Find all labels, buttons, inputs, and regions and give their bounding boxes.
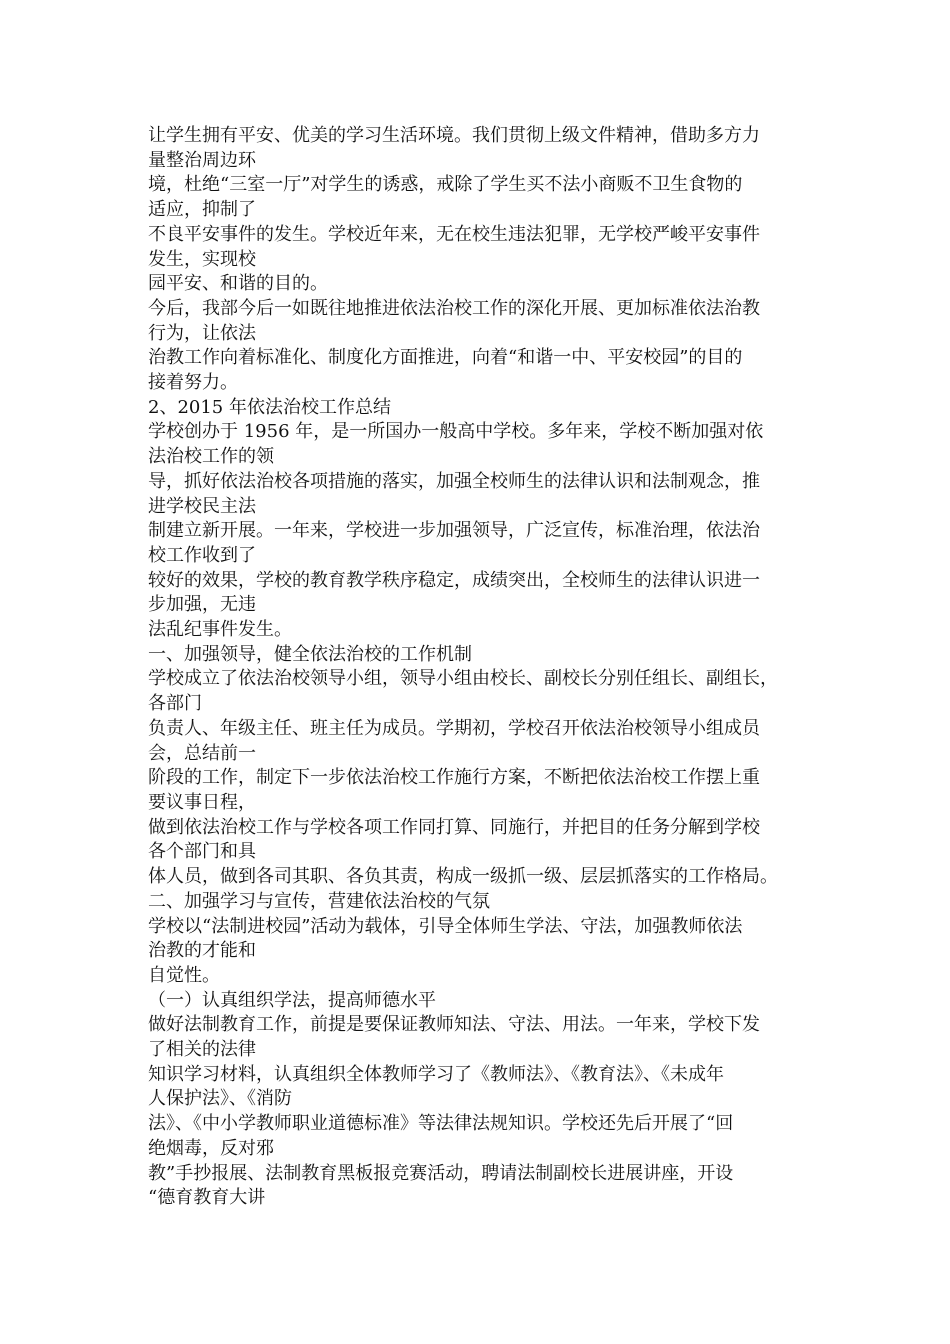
text-line: 校工作收到了 (148, 544, 256, 566)
text-line: 知识学习材料，认真组织全体教师学习了《教师法》、《教育法》、《未成年 (148, 1063, 724, 1085)
text-line: 接着努力。 (148, 372, 238, 394)
text-line: 一、加强领导，健全依法治校的工作机制 (148, 643, 472, 665)
text-line: 二、加强学习与宣传，营建依法治校的气氛 (148, 890, 490, 912)
text-line: 体人员，做到各司其职、各负其责，构成一级抓一级、层层抓落实的工作格局。 (148, 866, 778, 888)
text-line: 教”手抄报展、法制教育黑板报竞赛活动，聘请法制副校长进展讲座，开设 (148, 1162, 734, 1184)
text-line: 会，总结前一 (148, 742, 256, 764)
text-line: 制建立新开展。一年来，学校进一步加强领导，广泛宣传，标准治理，依法治 (148, 520, 760, 542)
text-line: 人保护法》、《消防 (148, 1088, 292, 1110)
text-line: 了相关的法律 (148, 1039, 256, 1061)
text-line: 导，抓好依法治校各项措施的落实，加强全校师生的法律认识和法制观念，推 (148, 470, 760, 492)
text-line: 做到依法治校工作与学校各项工作同打算、同施行，并把目的任务分解到学校 (148, 816, 760, 838)
text-line: 行为，让依法 (148, 322, 256, 344)
text-line: 法》、《中小学教师职业道德标准》等法律法规知识。学校还先后开展了“回 (148, 1113, 734, 1135)
text-line: 法乱纪事件发生。 (148, 619, 292, 641)
text-line: 各部门 (148, 693, 202, 715)
text-line: 适应，抑制了 (148, 199, 256, 221)
text-line: 今后，我部今后一如既往地推进依法治校工作的深化开展、更加标准依法治教 (148, 297, 760, 319)
text-line: 治教的才能和 (148, 940, 256, 962)
text-line: 学校创办于 1956 年，是一所国办一般高中学校。多年来，学校不断加强对依 (148, 421, 764, 443)
text-line: 园平安、和谐的目的。 (148, 273, 328, 295)
text-line: 2、2015 年依法治校工作总结 (148, 396, 391, 418)
text-line: 发生，实现校 (148, 248, 256, 270)
text-line: （一）认真组织学法，提高师德水平 (148, 989, 436, 1011)
text-line: 治教工作向着标准化、制度化方面推进，向着“和谐一中、平安校园”的目的 (148, 347, 743, 369)
text-line: 较好的效果，学校的教育教学秩序稳定，成绩突出，全校师生的法律认识进一 (148, 569, 760, 591)
text-line: 要议事日程， (148, 791, 256, 813)
text-line: 不良平安事件的发生。学校近年来，无在校生违法犯罪，无学校严峻平安事件 (148, 223, 760, 245)
text-line: 自觉性。 (148, 964, 220, 986)
text-line: 各个部门和具 (148, 841, 256, 863)
text-line: 让学生拥有平安、优美的学习生活环境。我们贯彻上级文件精神，借助多方力 (148, 125, 760, 146)
text-line: 负责人、年级主任、班主任为成员。学期初，学校召开依法治校领导小组成员 (148, 717, 760, 739)
text-line: 绝烟毒，反对邪 (148, 1137, 274, 1159)
text-line: 做好法制教育工作，前提是要保证教师知法、守法、用法。一年来，学校下发 (148, 1014, 760, 1036)
text-line: 步加强，无违 (148, 594, 256, 616)
text-line: “德育教育大讲 (148, 1187, 266, 1209)
text-line: 法治校工作的领 (148, 446, 274, 468)
text-line: 学校成立了依法治校领导小组，领导小组由校长、副校长分别任组长、副组长， (148, 668, 778, 690)
text-line: 进学校民主法 (148, 495, 256, 517)
text-line: 量整治周边环 (148, 149, 256, 171)
text-line: 境，杜绝“三室一厅”对学生的诱惑，戒除了学生买不法小商贩不卫生食物的 (148, 174, 743, 196)
text-line: 阶段的工作，制定下一步依法治校工作施行方案，不断把依法治校工作摆上重 (148, 767, 760, 789)
document-body (148, 124, 813, 1211)
text-line: 学校以“法制进校园”活动为载体，引导全体师生学法、守法，加强教师依法 (148, 915, 743, 937)
